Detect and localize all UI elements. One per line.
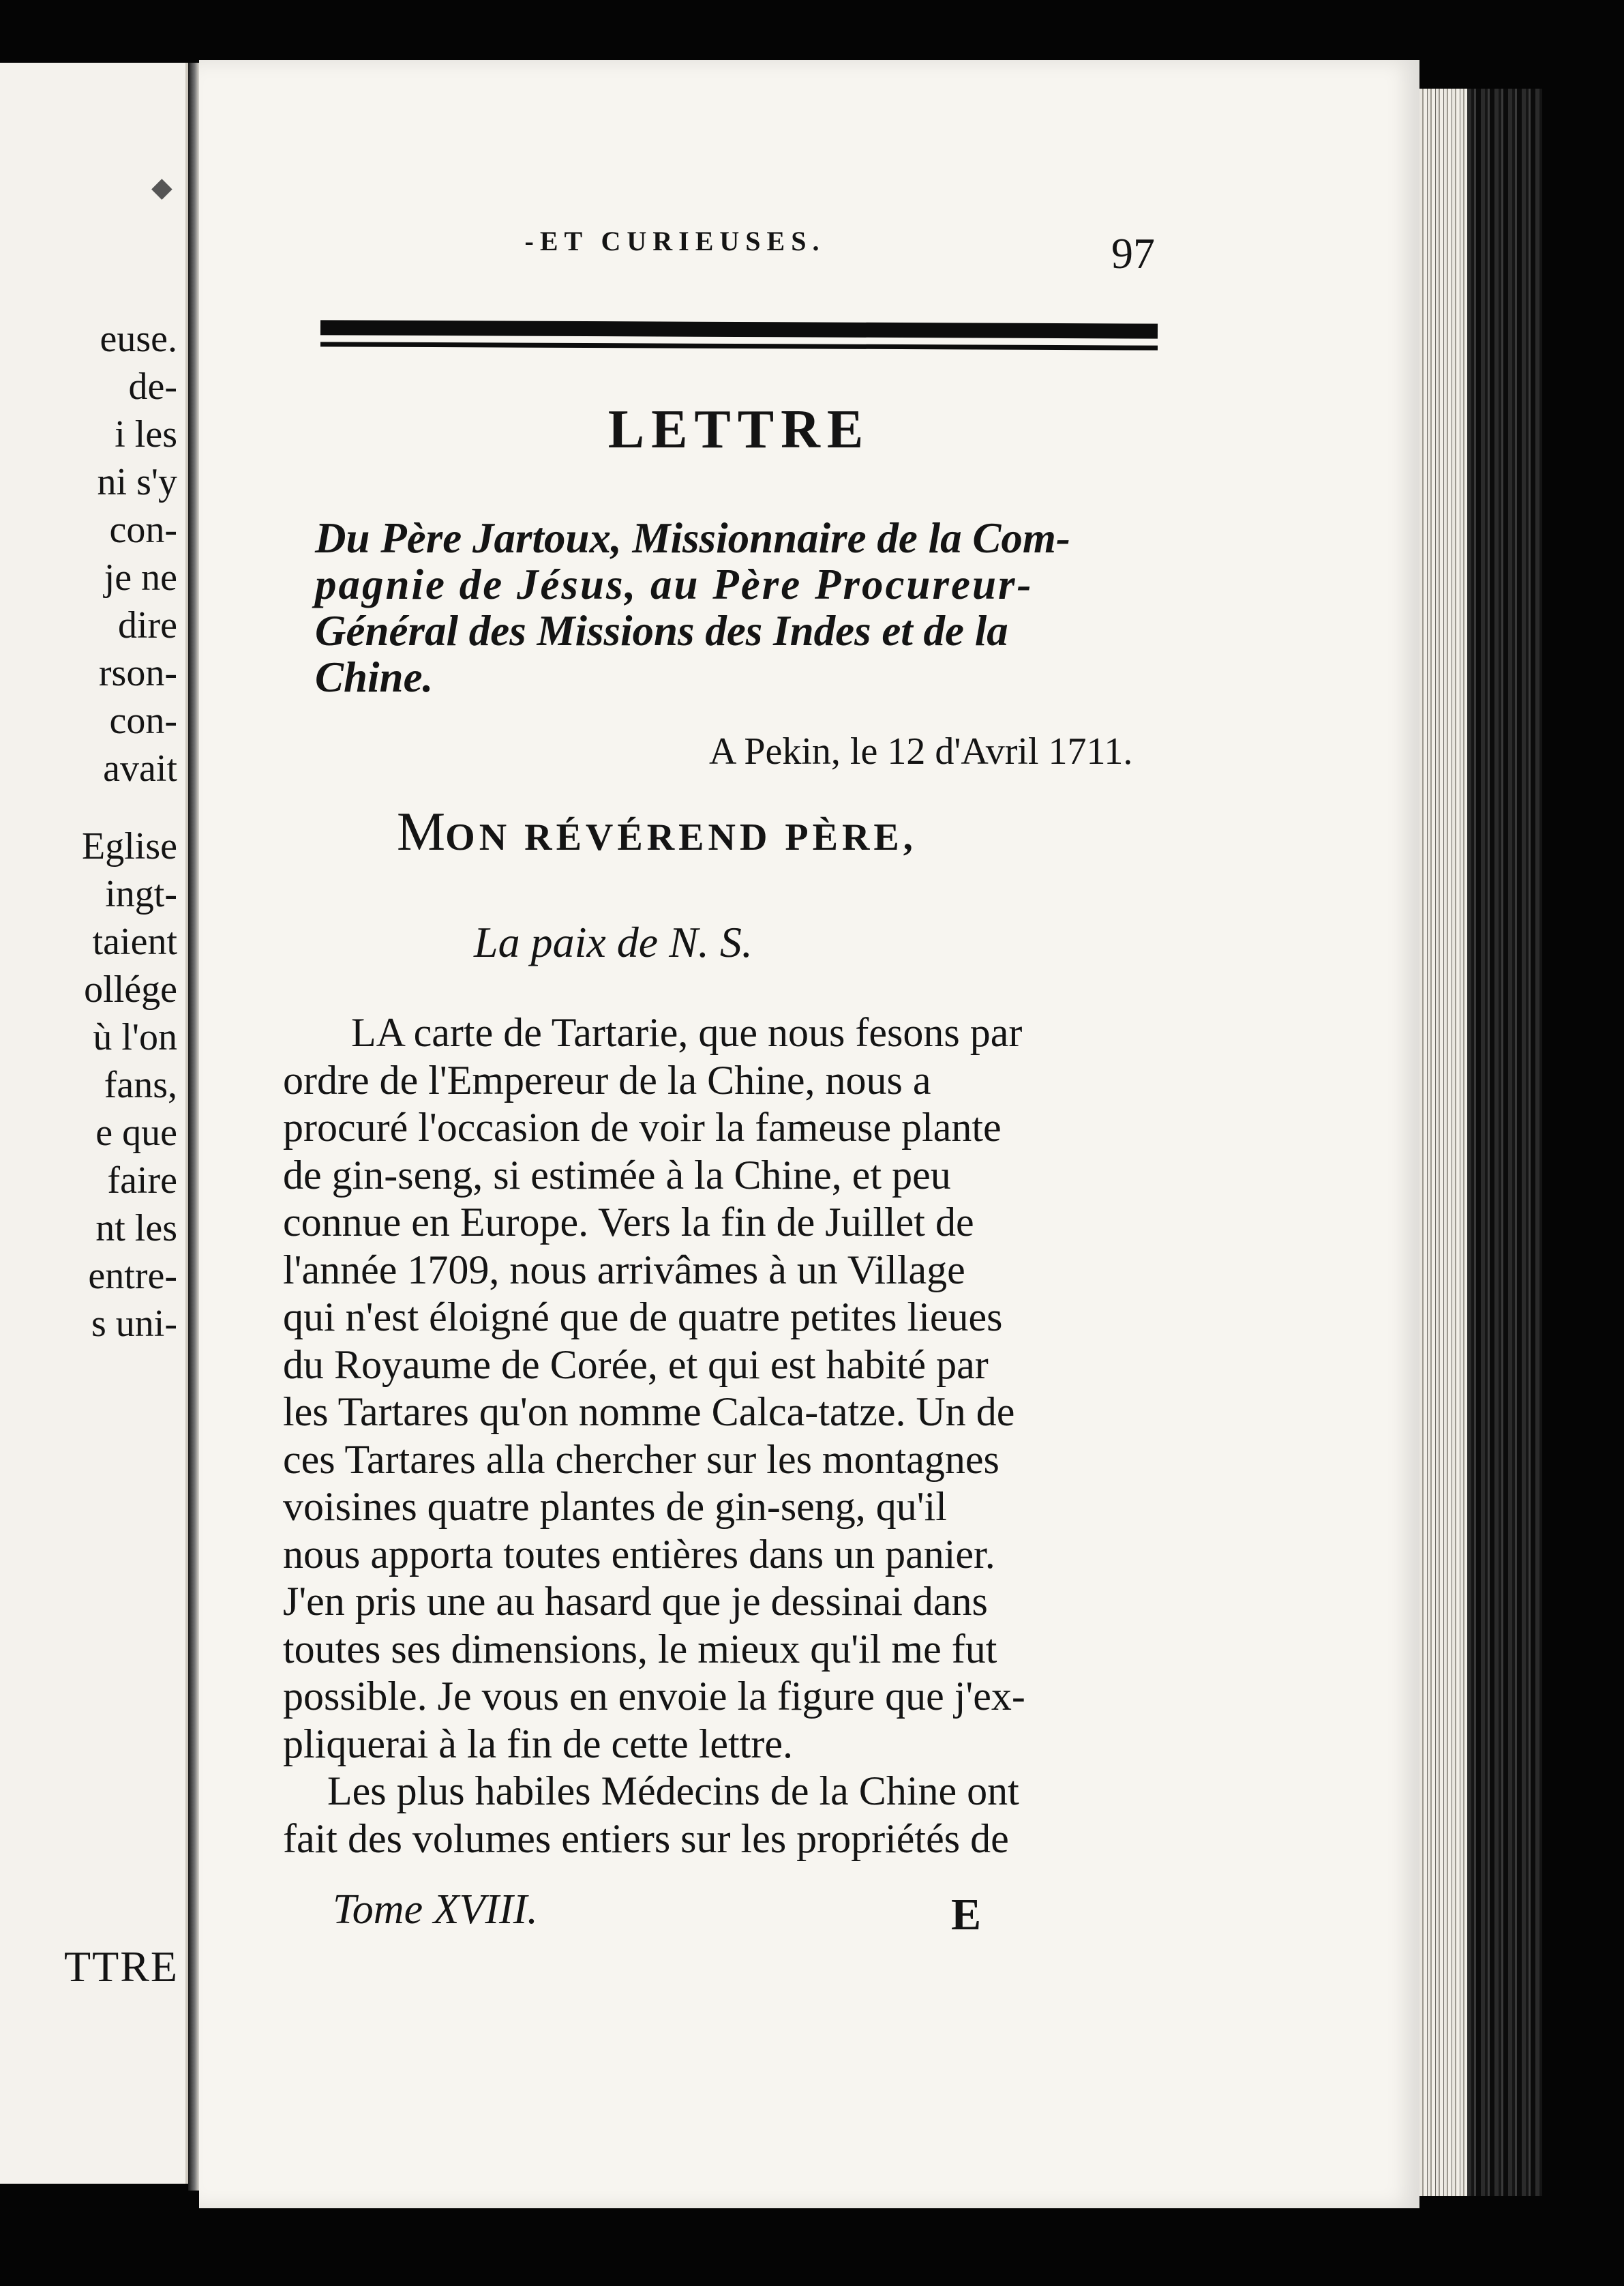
signature-mark: E: [951, 1890, 982, 1940]
left-line: dire: [117, 604, 177, 647]
letter-subtitle: [315, 515, 1171, 700]
book-gutter: [188, 63, 199, 2191]
body-line: connue en Europe. Vers la fin de Juillet de: [283, 1200, 974, 1245]
body-line: nous apporta toutes entières dans un panier.: [283, 1531, 995, 1577]
left-line: faire: [107, 1159, 177, 1202]
body-line: les Tartares qu'on nomme Calca-tatze. Un de: [283, 1389, 1015, 1434]
letter-title: LETTRE: [607, 400, 871, 460]
dateline: A Pekin, le 12 d'Avril 1711.: [709, 730, 1133, 773]
left-line: ingt-: [105, 873, 177, 915]
body-line: qui n'est éloigné que de quatre petites lieues: [283, 1294, 1003, 1339]
left-page-text: [0, 315, 177, 1348]
salutation: [397, 801, 917, 863]
left-line: fans,: [104, 1064, 177, 1106]
subtitle-line: Général des Missions des Indes et de la: [315, 607, 1008, 655]
left-line: Eglise: [82, 825, 177, 867]
left-line: con-: [109, 509, 177, 551]
left-catchword: TTRE: [64, 1942, 179, 1991]
page-edges: [1419, 89, 1467, 2196]
running-head: -ET CURIEUSES.: [524, 226, 826, 256]
left-line: euse.: [100, 318, 177, 360]
greeting-line: La paix de N. S.: [474, 918, 753, 966]
salutation-initial: M: [397, 802, 446, 862]
left-line: e que: [95, 1112, 177, 1154]
subtitle-line: Chine.: [315, 653, 434, 701]
volume-line: Tome XVIII.: [333, 1886, 538, 1933]
left-line: taient: [92, 921, 177, 963]
left-line: ù l'on: [93, 1016, 177, 1058]
left-line: avait: [103, 747, 177, 790]
body-line: procuré l'occasion de voir la fameuse plante: [283, 1105, 1002, 1150]
subtitle-line: pagnie de Jésus, au Père Procureur-: [315, 561, 1034, 608]
margin-mark: ◆: [151, 172, 172, 203]
body-line: Les plus habiles Médecins de la Chine ont: [327, 1768, 1019, 1813]
body-line: l'année 1709, nous arrivâmes à un Village: [283, 1247, 965, 1292]
body-line: ces Tartares alla chercher sur les montagnes: [283, 1436, 999, 1482]
body-line: J'en pris une au hasard que je dessinai dans: [283, 1579, 988, 1624]
body-line: fait des volumes entiers sur les propriétés de: [283, 1815, 1009, 1861]
left-line: entre-: [88, 1255, 177, 1297]
left-facing-page: [0, 63, 188, 2184]
body-line: ordre de l'Empereur de la Chine, nous a: [283, 1057, 931, 1103]
left-line: de-: [128, 366, 177, 408]
body-line: voisines quatre plantes de gin-seng, qu'il: [283, 1484, 947, 1529]
body-line: pliquerai à la fin de cette lettre.: [283, 1721, 793, 1766]
left-line: je ne: [104, 556, 177, 599]
subtitle-line: Du Père Jartoux, Missionnaire de la Com-: [315, 514, 1070, 562]
page-number: 97: [1111, 229, 1155, 278]
body-line: de gin-seng, si estimée à la Chine, et peu: [283, 1152, 951, 1198]
salutation-text: ON RÉVÉREND PÈRE,: [445, 816, 917, 859]
left-line: rson-: [98, 652, 177, 694]
left-line: nt les: [95, 1207, 177, 1249]
body-line: LA carte de Tartarie, que nous fesons par: [351, 1010, 1023, 1055]
body-line: toutes ses dimensions, le mieux qu'il me fut: [283, 1626, 997, 1672]
body-line: possible. Je vous en envoie la figure que j'ex-: [283, 1674, 1025, 1719]
left-line: s uni-: [91, 1303, 177, 1345]
letter-body: [283, 1009, 1162, 1862]
book-edge-shadow: [1467, 89, 1542, 2196]
left-line: ollége: [84, 968, 177, 1011]
left-line: ni s'y: [97, 461, 177, 503]
left-line: i les: [115, 413, 177, 456]
body-line: du Royaume de Corée, et qui est habité par: [283, 1341, 989, 1387]
left-line: con-: [109, 700, 177, 742]
